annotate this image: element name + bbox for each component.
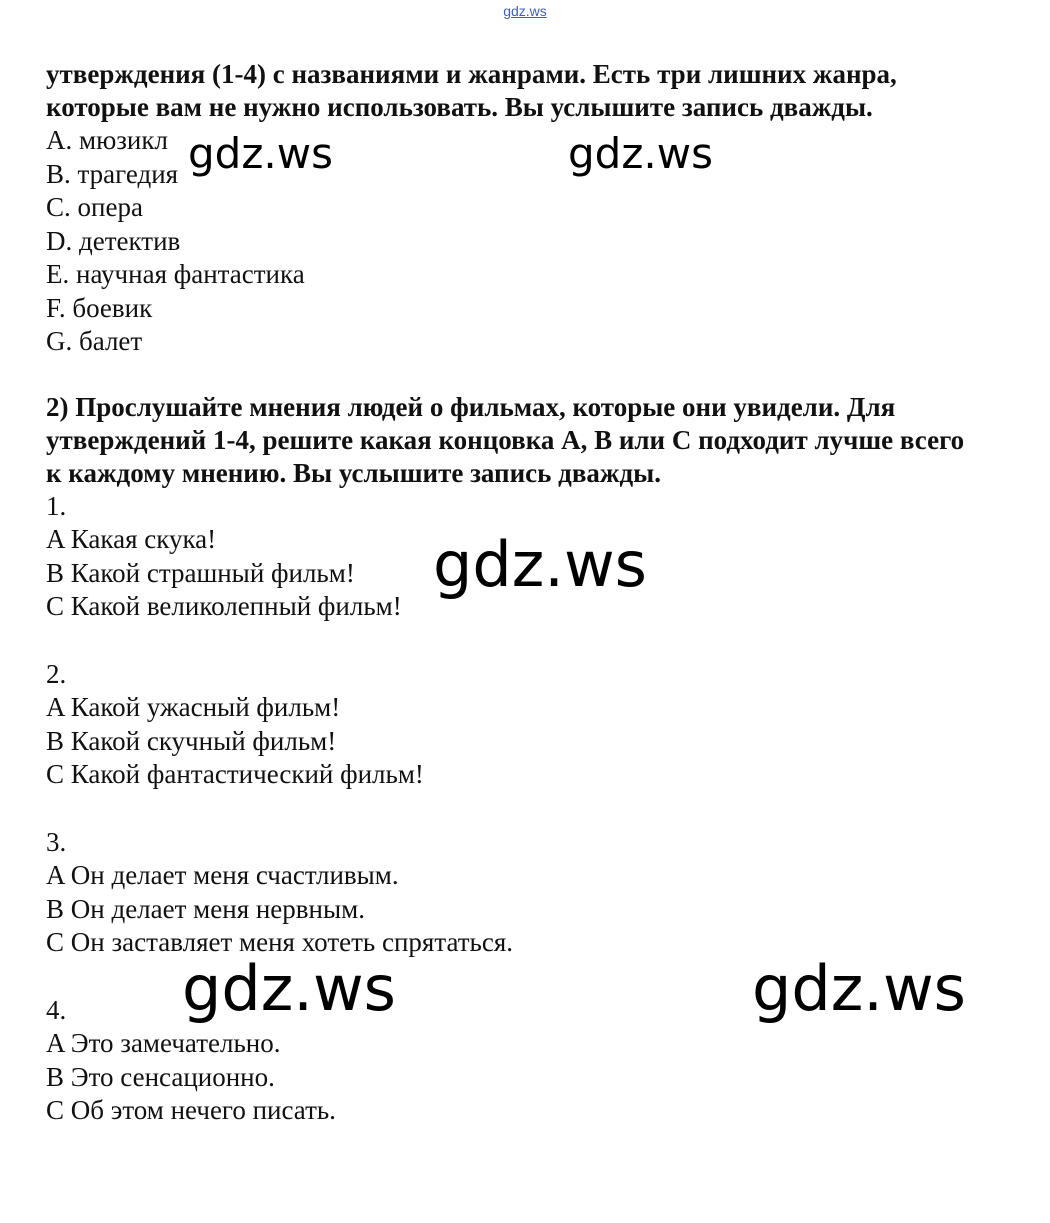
answer-option: B Какой скучный фильм! [46, 725, 337, 756]
answer-option: B Какой страшный фильм! [46, 557, 355, 588]
answer-option: C Какой великолепный фильм! [46, 591, 402, 621]
answer-option: B Это сенсационно. [46, 1061, 275, 1092]
question-number: 4. [46, 994, 67, 1025]
question-3 [46, 826, 986, 960]
answer-option: C Об этом нечего писать. [46, 1095, 336, 1125]
section1-instructions: утверждения (1-4) с названиями и жанрами. Есть три лишних жанра, которые вам не нужно использовать. Вы услышите запись дважды. [46, 59, 897, 122]
genre-item: E. научная фантастика [46, 259, 305, 289]
section2-instructions: 2) Прослушайте мнения людей о фильмах, которые они увидели. Для утверждений 1-4, решите какая концовка A, B или C подходит лучше всего к каждому мнению. Вы услышите запись дважды. [46, 391, 965, 488]
answer-option: A Это замечательно. [46, 1028, 281, 1058]
answer-option: C Он заставляет меня хотеть спрятаться. [46, 927, 514, 957]
site-link[interactable]: gdz.ws [503, 3, 547, 19]
answer-option: B Он делает меня нервным. [46, 893, 365, 924]
genre-list [46, 124, 986, 359]
watermark: gdz.ws [182, 952, 396, 1025]
genre-item: D. детектив [46, 225, 181, 256]
question-2 [46, 658, 986, 792]
genre-item: F. боевик [46, 292, 153, 323]
genre-item: G. балет [46, 326, 143, 356]
answer-option: A Какой ужасный фильм! [46, 692, 341, 722]
question-number: 2. [46, 658, 67, 689]
answer-option: A Он делает меня счастливым. [46, 860, 399, 890]
watermark: gdz.ws [188, 129, 333, 178]
watermark: gdz.ws [433, 528, 647, 601]
answer-option: C Какой фантастический фильм! [46, 759, 424, 789]
answer-option: A Какая скука! [46, 524, 217, 554]
question-number: 1. [46, 490, 67, 521]
genre-item: B. трагедия [46, 158, 179, 189]
question-number: 3. [46, 826, 67, 857]
watermark: gdz.ws [752, 952, 966, 1025]
genre-item: C. опера [46, 192, 143, 222]
genre-item: A. мюзикл [46, 125, 168, 155]
watermark: gdz.ws [568, 129, 713, 178]
